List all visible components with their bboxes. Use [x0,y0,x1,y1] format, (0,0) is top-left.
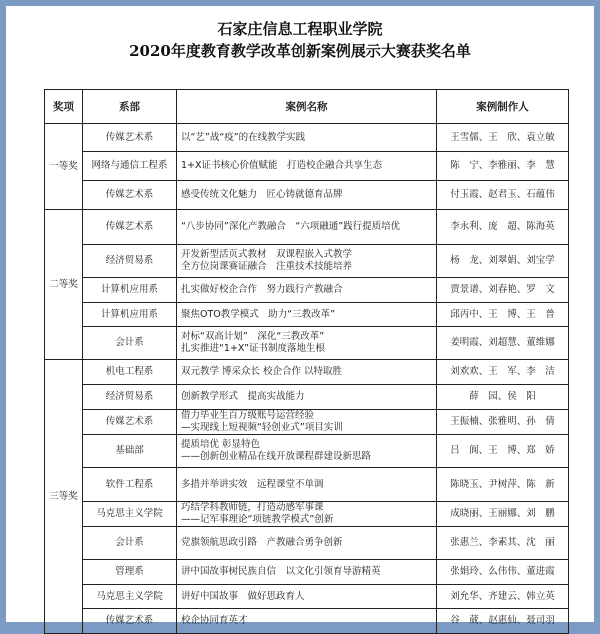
case-name-line: 开发新型活页式教材 双课程嵌入式教学 [181,249,353,260]
case-name-line: 创新教学形式 提高实战能力 [181,391,305,402]
table-row [45,585,569,609]
case-name-line: 全方位岗课赛证融合 注重技术技能培养 [181,261,353,272]
case-name-cell [177,560,437,585]
authors-cell: 王振楠、张雅明、孙 倩 [437,410,569,435]
dept-cell: 机电工程系 [83,360,177,385]
case-name-cell [177,181,437,210]
case-name-line: ——记军事理论“项链教学模式”创新 [181,514,334,525]
table-row [45,327,569,360]
case-name-line: 1+X证书核心价值赋能 打造校企融合共享生态 [181,160,383,171]
case-name-line: 聚焦OTO教学模式 助力“三教改革” [181,308,336,320]
case-name-cell [177,278,437,303]
authors-cell: 刘欢欢、王 军、李 洁 [437,360,569,385]
award-rank-cell: 一等奖 [45,124,83,210]
authors-cell: 付玉霞、赵君玉、石蕴伟 [437,181,569,210]
table-row [45,124,569,152]
award-table [44,89,569,634]
case-name-line: 校企协同育英才 [181,615,248,626]
case-name-line: ——创新创业精品在线开放课程群建设新思路 [181,451,372,462]
table-row [45,410,569,435]
header-case: 案例名称 [177,90,437,124]
dept-cell: 经济贸易系 [83,245,177,278]
case-name-line: 借力毕业生百万级账号运营经验 [181,410,315,421]
case-name-cell [177,468,437,502]
document-title: 石家庄信息工程职业学院 [217,20,383,38]
case-name-line: 讲中国故事树民族自信 以文化引领育导游精英 [181,566,381,577]
authors-cell: 杨 龙、刘翠娟、刘宝学 [437,245,569,278]
case-name-cell [177,385,437,410]
table-row [45,435,569,468]
authors-cell: 姜明霞、刘超慧、董维娜 [437,327,569,360]
authors-cell: 李永利、庞 超、陈海英 [437,210,569,245]
table-row [45,210,569,245]
case-name-line: 多措并举讲实效 远程课堂不单调 [181,478,324,490]
case-name-cell [177,585,437,609]
case-name-line: 讲好中国故事 做好思政育人 [181,590,305,602]
case-name-cell [177,609,437,634]
table-row [45,385,569,410]
case-name-cell [177,152,437,181]
dept-cell: 计算机应用系 [83,303,177,327]
authors-cell: 吕 阆、王 博、郑 娇 [437,435,569,468]
case-name-line: 扎实做好校企合作 努力践行产教融合 [181,284,343,295]
table-row [45,527,569,560]
case-name-line: “八步协同”深化产教融合 “六项融通”践行提质培优 [181,221,401,232]
case-name-cell [177,327,437,360]
authors-cell: 薛 园、侯 阳 [437,385,569,410]
dept-cell: 传媒艺术系 [83,181,177,210]
dept-cell: 管理系 [83,560,177,585]
header-row [45,90,569,124]
dept-cell: 传媒艺术系 [83,210,177,245]
table-row [45,609,569,634]
case-name-cell [177,360,437,385]
authors-cell: 谷 葳、赵惠仙、聂司羽 [437,609,569,634]
table-row [45,468,569,502]
dept-cell: 马克思主义学院 [83,585,177,609]
dept-cell: 马克思主义学院 [83,502,177,527]
table-row [45,502,569,527]
case-name-line: 以“艺”战“疫”的在线教学实践 [181,131,306,143]
dept-cell: 传媒艺术系 [83,410,177,435]
case-name-cell [177,502,437,527]
dept-cell: 网络与通信工程系 [83,152,177,181]
case-name-line: —实现线上短视频“轻创业式”项目实训 [181,422,343,433]
dept-cell: 会计系 [83,327,177,360]
authors-cell: 陈 宁、李雅丽、李 慧 [437,152,569,181]
case-name-line: 党旗领航思政引路 产教融合勇争创新 [181,537,343,548]
authors-cell: 刘允华、齐建云、韩立英 [437,585,569,609]
table-row [45,152,569,181]
table-row [45,560,569,585]
authors-cell: 张惠兰、李素其、沈 丽 [437,527,569,560]
dept-cell: 传媒艺术系 [83,609,177,634]
case-name-line: 扎实推进“1+X”证书制度落地生根 [181,343,325,354]
case-name-line: 双元教学 博采众长 校企合作 以特取胜 [181,366,343,377]
case-name-cell [177,245,437,278]
authors-cell: 贾景谱、刘春艳、罗 文 [437,278,569,303]
dept-cell: 软件工程系 [83,468,177,502]
table-row [45,303,569,327]
authors-cell: 邱丙中、王 博、王 普 [437,303,569,327]
case-name-cell [177,410,437,435]
dept-cell: 计算机应用系 [83,278,177,303]
authors-cell: 王雪儒、王 欣、袁立敏 [437,124,569,152]
case-name-line: 对标“双高计划” 深化“三教改革” [181,331,325,342]
header-rank: 奖项 [45,90,83,124]
dept-cell: 会计系 [83,527,177,560]
award-rank-cell: 三等奖 [45,360,83,634]
header-dept: 系部 [83,90,177,124]
dept-cell: 经济贸易系 [83,385,177,410]
authors-cell: 张娟玲、么伟伟、董进霞 [437,560,569,585]
case-name-cell [177,527,437,560]
award-rank-cell: 二等奖 [45,210,83,360]
case-name-line: 巧结学科教师链，打造动感军事课 [181,502,324,513]
table-row [45,181,569,210]
case-name-cell [177,124,437,152]
case-name-cell [177,435,437,468]
dept-cell: 基础部 [83,435,177,468]
case-name-line: 提质培优 彰显特色 [181,439,261,450]
dept-cell: 传媒艺术系 [83,124,177,152]
header-authors: 案例制作人 [437,90,569,124]
table-row [45,360,569,385]
case-name-line: 感受传统文化魅力 匠心铸就德育品牌 [181,189,343,200]
document-subtitle: 2020年度教育教学改革创新案例展示大赛获奖名单 [129,42,471,60]
authors-cell: 成晓丽、王丽娜、刘 鹏 [437,502,569,527]
table-row [45,245,569,278]
authors-cell: 陈晓玉、尹树萍、陈 新 [437,468,569,502]
case-name-cell [177,210,437,245]
case-name-cell [177,303,437,327]
table-row [45,278,569,303]
